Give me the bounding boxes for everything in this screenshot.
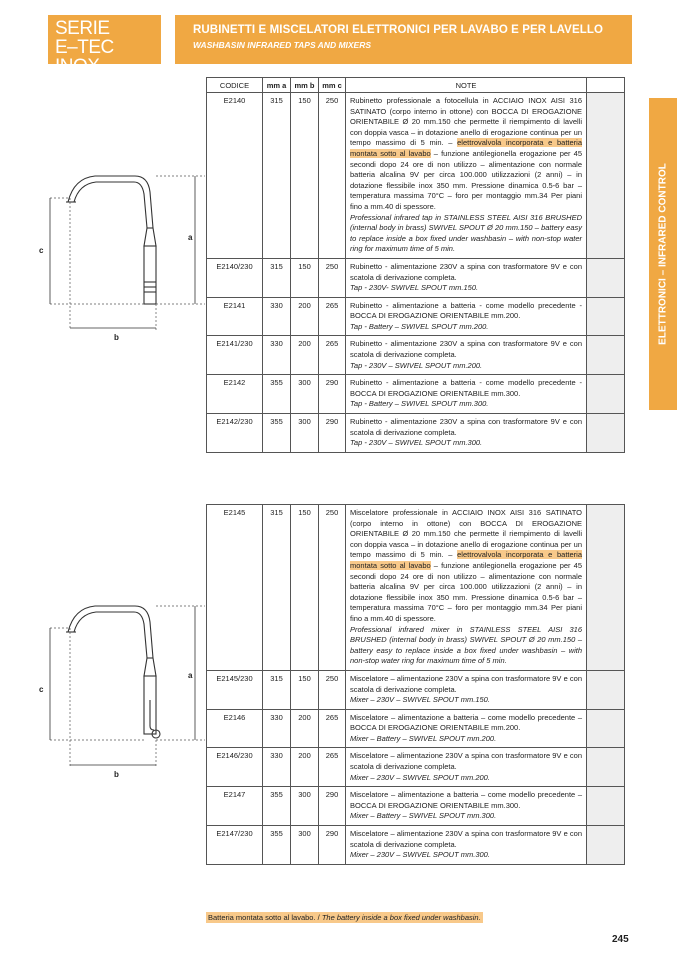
cell-extra — [587, 297, 625, 336]
cell-a: 330 — [263, 748, 291, 787]
note-it: Rubinetto - alimentazione a batteria - come modello precedente - BOCCA DI EROGAZIONE ORIENTABILE mm.300. — [350, 378, 582, 398]
cell-code: E2147 — [207, 787, 263, 826]
cell-b: 200 — [291, 336, 319, 375]
cell-b: 150 — [291, 505, 319, 671]
side-tab — [649, 98, 677, 410]
cell-a: 315 — [263, 258, 291, 297]
table-header-row — [207, 78, 625, 93]
table-row — [207, 375, 625, 414]
cell-note — [346, 336, 587, 375]
note-it-cont: – funzione antilegionella erogazione per 45 secondi dopo 24 ore di non utilizzo – alimentazione con normale batteria alcalina 9V per circa 100.000 utilizzazioni (2 anni) – in dotazione flessibile inox 350 mm. Pressione dinamica 0.5-6 bar – temperatura massima 70°C – foro per montaggio mm.34 Per piani fino a mm.40 di spessore. — [350, 148, 582, 211]
cell-b: 300 — [291, 826, 319, 865]
table-row — [207, 336, 625, 375]
cell-b: 150 — [291, 93, 319, 259]
mixer-drawing — [30, 600, 205, 785]
cell-c: 265 — [319, 748, 346, 787]
cell-note — [346, 709, 587, 748]
footer-note-it: Batteria montata sotto al lavabo. / — [208, 913, 320, 922]
dim-label-c: c — [39, 685, 44, 694]
note-en: Mixer – Battery – SWIVEL SPOUT mm.200. — [350, 733, 497, 743]
note-highlight: elettrovalvola incorporata e batteria montata sotto al lavabo — [350, 550, 583, 570]
cell-c: 265 — [319, 336, 346, 375]
table-row — [207, 93, 625, 259]
table-row — [207, 258, 625, 297]
cell-note — [346, 258, 587, 297]
dim-label-a: a — [188, 233, 193, 242]
cell-a: 315 — [263, 670, 291, 709]
cell-c: 250 — [319, 93, 346, 259]
cell-note — [346, 505, 587, 671]
note-it: Rubinetto professionale a fotocellula in ACCIAIO INOX AISI 316 SATINATO (corpo interno in ottone) con BOCCA DI EROGAZIONE ORIENTABILE Ø 20 mm.150 che permette il riempimento di lavelli con doppia vasca – in dotazione anello di erogazione continua per un tempo massimo di 5 min. – — [350, 96, 582, 148]
cell-code: E2141/230 — [207, 336, 263, 375]
note-en: Tap - 230V – SWIVEL SPOUT mm.300. — [350, 438, 483, 448]
cell-c: 290 — [319, 375, 346, 414]
cell-code: E2147/230 — [207, 826, 263, 865]
cell-a: 315 — [263, 505, 291, 671]
cell-b: 200 — [291, 709, 319, 748]
note-en: Tap - 230V- SWIVEL SPOUT mm.150. — [350, 283, 479, 293]
note-en: Tap - Battery – SWIVEL SPOUT mm.200. — [350, 321, 489, 331]
note-it: Miscelatore – alimentazione 230V a spina con trasformatore 9V e con scatola di derivazione completa. — [350, 829, 582, 849]
header-bar — [175, 15, 632, 64]
cell-note — [346, 297, 587, 336]
note-en: Professional infrared mixer in STAINLESS STEEL AISI 316 BRUSHED (internal body in brass) SWIVEL SPOUT Ø 20 mm.150 – battery easy to replace inside a box fixed under washbasin – with non-stop water ring for maximum time of 5 min. — [350, 624, 582, 666]
footer-note — [206, 912, 483, 923]
cell-code: E2140/230 — [207, 258, 263, 297]
cell-extra — [587, 748, 625, 787]
page-title: RUBINETTI E MISCELATORI ELETTRONICI PER LAVABO E PER LAVELLO — [193, 24, 604, 36]
note-en: Professional infrared tap in STAINLESS STEEL AISI 316 BRUSHED (internal body in brass) SWIVEL SPOUT Ø 20 mm.150 – battery easy to replace inside a box fixed under washbasin – with non-stop water ring for maximum time of 5 min. — [350, 212, 582, 254]
col-extra — [587, 78, 625, 93]
col-code: CODICE — [207, 78, 263, 93]
table-row — [207, 709, 625, 748]
cell-note — [346, 670, 587, 709]
cell-c: 250 — [319, 505, 346, 671]
series-logo — [48, 15, 161, 77]
cell-c: 265 — [319, 709, 346, 748]
cell-b: 300 — [291, 375, 319, 414]
cell-code: E2146/230 — [207, 748, 263, 787]
cell-code: E2142 — [207, 375, 263, 414]
cell-code: E2145 — [207, 505, 263, 671]
col-a: mm a — [263, 78, 291, 93]
cell-b: 200 — [291, 748, 319, 787]
note-en: Tap - 230V – SWIVEL SPOUT mm.200. — [350, 360, 483, 370]
cell-extra — [587, 93, 625, 259]
series-line-2: E–TEC INOX — [55, 37, 114, 77]
cell-extra — [587, 670, 625, 709]
taps-table — [206, 77, 625, 453]
note-it: Rubinetto - alimentazione 230V a spina con trasformatore 9V e con scatola di derivazione completa. — [350, 417, 582, 437]
cell-extra — [587, 375, 625, 414]
note-en: Mixer – 230V – SWIVEL SPOUT mm.150. — [350, 695, 490, 705]
note-it: Miscelatore – alimentazione a batteria – come modello precedente – BOCCA DI EROGAZIONE ORIENTABILE mm.200. — [350, 712, 582, 733]
cell-a: 355 — [263, 375, 291, 414]
dim-label-b: b — [114, 333, 119, 342]
cell-note — [346, 93, 587, 259]
table-row — [207, 297, 625, 336]
table-row — [207, 505, 625, 671]
note-en: Mixer – 230V – SWIVEL SPOUT mm.200. — [350, 772, 490, 782]
cell-note — [346, 748, 587, 787]
cell-note — [346, 787, 587, 826]
cell-code: E2142/230 — [207, 414, 263, 453]
tap-drawing — [30, 170, 205, 345]
table-row — [207, 414, 625, 453]
cell-b: 150 — [291, 258, 319, 297]
page-subtitle: WASHBASIN INFRARED TAPS AND MIXERS — [193, 40, 372, 50]
cell-code: E2145/230 — [207, 670, 263, 709]
note-it: Miscelatore professionale in ACCIAIO INOX AISI 316 SATINATO (corpo interno in ottone) con BOCCA DI EROGAZIONE ORIENTABILE Ø 20 mm.150 che permette il riempimento di lavelli con doppia vasca – in dotazione anello di erogazione continua per un tempo massimo di 5 min. – — [350, 508, 582, 560]
note-it: Rubinetto - alimentazione a batteria - come modello precedente - BOCCA DI EROGAZIONE ORIENTABILE mm.200. — [350, 300, 582, 321]
cell-c: 290 — [319, 787, 346, 826]
cell-c: 290 — [319, 826, 346, 865]
cell-note — [346, 375, 587, 414]
cell-extra — [587, 336, 625, 375]
table-row — [207, 787, 625, 826]
cell-b: 300 — [291, 787, 319, 826]
cell-extra — [587, 709, 625, 748]
cell-a: 315 — [263, 93, 291, 259]
dim-label-c: c — [39, 246, 44, 255]
series-line-1: SERIE — [55, 18, 110, 39]
cell-a: 355 — [263, 787, 291, 826]
cell-c: 290 — [319, 414, 346, 453]
side-tab-label: ELETTRONICI – INFRARED CONTROL — [657, 163, 669, 345]
cell-a: 355 — [263, 826, 291, 865]
col-c: mm c — [319, 78, 346, 93]
note-en: Mixer – 230V – SWIVEL SPOUT mm.300. — [350, 850, 490, 860]
cell-a: 330 — [263, 297, 291, 336]
col-note: NOTE — [346, 78, 587, 93]
cell-extra — [587, 826, 625, 865]
cell-note — [346, 414, 587, 453]
note-it: Rubinetto - alimentazione 230V a spina con trasformatore 9V e con scatola di derivazione completa. — [350, 261, 582, 282]
cell-a: 330 — [263, 709, 291, 748]
cell-code: E2140 — [207, 93, 263, 259]
cell-a: 355 — [263, 414, 291, 453]
table-row — [207, 670, 625, 709]
cell-extra — [587, 258, 625, 297]
cell-extra — [587, 787, 625, 826]
dim-label-a: a — [188, 671, 193, 680]
cell-extra — [587, 414, 625, 453]
table-row — [207, 748, 625, 787]
cell-extra — [587, 505, 625, 671]
note-it: Miscelatore – alimentazione a batteria – come modello precedente – BOCCA DI EROGAZIONE ORIENTABILE mm.300. — [350, 790, 582, 810]
cell-code: E2146 — [207, 709, 263, 748]
dim-label-b: b — [114, 770, 119, 779]
cell-b: 150 — [291, 670, 319, 709]
cell-b: 200 — [291, 297, 319, 336]
cell-c: 250 — [319, 670, 346, 709]
cell-note — [346, 826, 587, 865]
note-it: Rubinetto - alimentazione 230V a spina con trasformatore 9V e con scatola di derivazione completa. — [350, 339, 582, 360]
cell-a: 330 — [263, 336, 291, 375]
cell-c: 250 — [319, 258, 346, 297]
note-it: Miscelatore – alimentazione 230V a spina con trasformatore 9V e con scatola di derivazione completa. — [350, 751, 582, 772]
note-en: Tap - Battery – SWIVEL SPOUT mm.300. — [350, 399, 489, 409]
mixers-table — [206, 504, 625, 865]
col-b: mm b — [291, 78, 319, 93]
note-highlight: elettrovalvola incorporata e batteria montata sotto al lavabo — [350, 138, 583, 158]
note-it-cont: – funzione antilegionella erogazione per 45 secondi dopo 24 ore di non utilizzo – alimentazione con normale batteria alcalina 9V per circa 100.000 utilizzazioni (2 anni) – in dotazione flessibile inox 350 mm. Pressione dinamica 0.5-6 bar – temperatura massima 70°C – foro per montaggio mm.34 Per piani fino a mm.40 di spessore. — [350, 560, 582, 623]
page-number: 245 — [612, 934, 629, 945]
table-row — [207, 826, 625, 865]
cell-code: E2141 — [207, 297, 263, 336]
cell-b: 300 — [291, 414, 319, 453]
note-en: Mixer – Battery – SWIVEL SPOUT mm.300. — [350, 811, 497, 821]
footer-note-en: The battery inside a box fixed under washbasin. — [321, 913, 481, 922]
note-it: Miscelatore – alimentazione 230V a spina con trasformatore 9V e con scatola di derivazione completa. — [350, 673, 582, 694]
cell-c: 265 — [319, 297, 346, 336]
